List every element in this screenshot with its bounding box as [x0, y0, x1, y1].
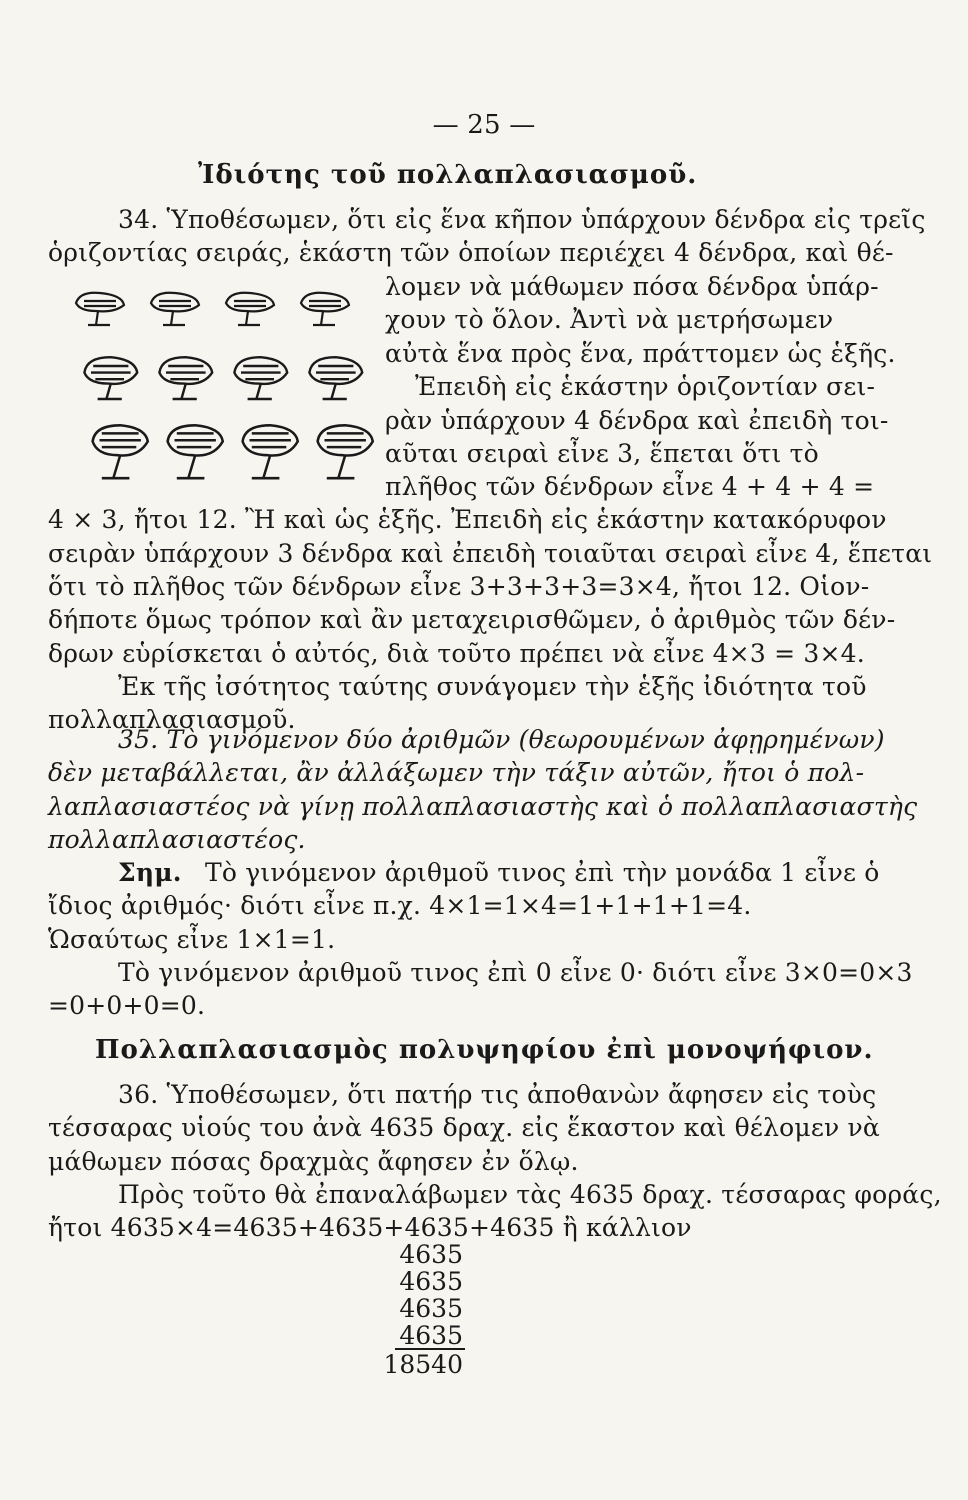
- addition-sum: 18540: [383, 1350, 463, 1379]
- note-label: Σημ.: [118, 858, 182, 887]
- paragraph-34-line: λομεν νὰ μάθωμεν πόσα δένδρα ὑπάρ-: [385, 272, 879, 301]
- paragraph-35-line: λαπλασιαστέος νὰ γίνῃ πολλαπλασιαστὴς καὶ ὁ πολλαπλασιαστὴς: [48, 792, 918, 821]
- note-line: Ὡσαύτως εἶνε 1×1=1.: [48, 925, 336, 954]
- addition-addend: 4635: [399, 1294, 463, 1323]
- paragraph-35-line: πολλαπλασιαστέος.: [48, 825, 306, 854]
- paragraph-36-line: τέσσαρας υἱούς του ἀνὰ 4635 δραχ. εἰς ἕκαστον καὶ θέλομεν νὰ: [48, 1113, 880, 1142]
- paragraph-34-line: αῦται σειραὶ εἶνε 3, ἕπεται ὅτι τὸ: [385, 439, 819, 468]
- tree-icon: [76, 293, 124, 325]
- paragraph-34-line: Ἐπειδὴ εἰς ἑκάστην ὁριζοντίαν σει-: [415, 372, 876, 401]
- paragraph-36-line: μάθωμεν πόσας δραχμὰς ἄφησεν ἐν ὅλῳ.: [48, 1147, 579, 1176]
- note-line: ἴδιος ἀριθμός· διότι εἶνε π.χ. 4×1=1×4=1+1+1+1=4.: [48, 891, 752, 920]
- paragraph-35-line: 35. Τὸ γινόμενον δύο ἀριθμῶν (θεωρουμένων ἀφῃρημένων): [118, 725, 885, 754]
- paragraph-34-line: ὁριζοντίας σειράς, ἑκάστη τῶν ὁποίων περιέχει 4 δένδρα, καὶ θέ-: [48, 238, 894, 267]
- paragraph-34-line: 34. Ὑποθέσωμεν, ὅτι εἰς ἕνα κῆπον ὑπάρχουν δένδρα εἰς τρεῖς: [118, 205, 926, 234]
- addition-addend: 4635: [399, 1267, 463, 1296]
- paragraph-34-line: πλῆθος τῶν δένδρων εἶνε 4 + 4 + 4 =: [385, 472, 875, 501]
- tree-icon: [84, 357, 137, 399]
- paragraph-34-line: ὅτι τὸ πλῆθος τῶν δένδρων εἶνε 3+3+3+3=3×4, ἤτοι 12. Οἱον-: [48, 572, 870, 601]
- tree-icon: [318, 425, 373, 478]
- paragraph-34-line: χουν τὸ ὅλον. Ἀντὶ νὰ μετρήσωμεν: [385, 305, 834, 334]
- paragraph-34-line: 4 × 3, ἤτοι 12. Ἢ καὶ ὡς ἑξῆς. Ἐπειδὴ εἰς ἑκάστην κατακόρυφον: [48, 505, 887, 534]
- paragraph-34-line: αὐτὰ ἕνα πρὸς ἕνα, πράττομεν ὡς ἑξῆς.: [385, 339, 896, 368]
- tree-grid-illustration: [60, 285, 380, 495]
- tree-icon: [226, 293, 274, 325]
- paragraph-34-line: σειρὰν ὑπάρχουν 3 δένδρα καὶ ἐπειδὴ τοιαῦται σειραὶ εἶνε 4, ἕπεται: [48, 539, 933, 568]
- paragraph-34-line: δήποτε ὅμως τρόπον καὶ ἂν μεταχειρισθῶμεν, ὁ ἀριθμὸς τῶν δέν-: [48, 605, 896, 634]
- paragraph-36-line: ἤτοι 4635×4=4635+4635+4635+4635 ἢ κάλλιον: [48, 1213, 692, 1242]
- section-heading-multiplication: Πολλαπλασιασμὸς πολυψηφίου ἐπὶ μονοψήφιον.: [95, 1035, 874, 1065]
- tree-icon: [159, 357, 212, 399]
- paragraph-34-line: ρὰν ὑπάρχουν 4 δένδρα καὶ ἐπειδὴ τοι-: [385, 406, 889, 435]
- tree-icon: [309, 357, 362, 399]
- paragraph-35-line: δὲν μεταβάλλεται, ἂν ἀλλάξωμεν τὴν τάξιν αὐτῶν, ἤτοι ὁ πολ-: [48, 758, 865, 787]
- note-line: Τὸ γινόμενον ἀριθμοῦ τινος ἐπὶ 0 εἶνε 0· διότι εἶνε 3×0=0×3: [118, 958, 913, 987]
- note-line: =0+0+0=0.: [48, 991, 206, 1020]
- tree-icon: [301, 293, 349, 325]
- addition-addend: 4635: [399, 1240, 463, 1269]
- paragraph-34-line: πολλαπλασιασμοῦ.: [48, 705, 296, 734]
- tree-icon: [151, 293, 199, 325]
- paragraph-36-line: 36. Ὑποθέσωμεν, ὅτι πατήρ τις ἀποθανὼν ἄφησεν εἰς τοὺς: [118, 1080, 877, 1109]
- tree-icon: [168, 425, 223, 478]
- tree-icon: [93, 425, 148, 478]
- page-number: — 25 —: [432, 110, 536, 140]
- paragraph-34-line: δρων εὑρίσκεται ὁ αὐτός, διὰ τοῦτο πρέπει νὰ εἶνε 4×3 = 3×4.: [48, 639, 865, 668]
- tree-icon: [234, 357, 287, 399]
- paragraph-36-line: Πρὸς τοῦτο θὰ ἐπαναλάβωμεν τὰς 4635 δραχ. τέσσαρας φοράς,: [118, 1180, 942, 1209]
- note-line: Τὸ γινόμενον ἀριθμοῦ τινος ἐπὶ τὴν μονάδα 1 εἶνε ὁ: [205, 858, 880, 887]
- section-heading-property: Ἰδιότης τοῦ πολλαπλασιασμοῦ.: [198, 160, 698, 190]
- paragraph-34-line: Ἐκ τῆς ἰσότητος ταύτης συνάγομεν τὴν ἑξῆς ἰδιότητα τοῦ: [118, 672, 867, 701]
- addition-addend: 4635: [399, 1321, 463, 1350]
- tree-icon: [243, 425, 298, 478]
